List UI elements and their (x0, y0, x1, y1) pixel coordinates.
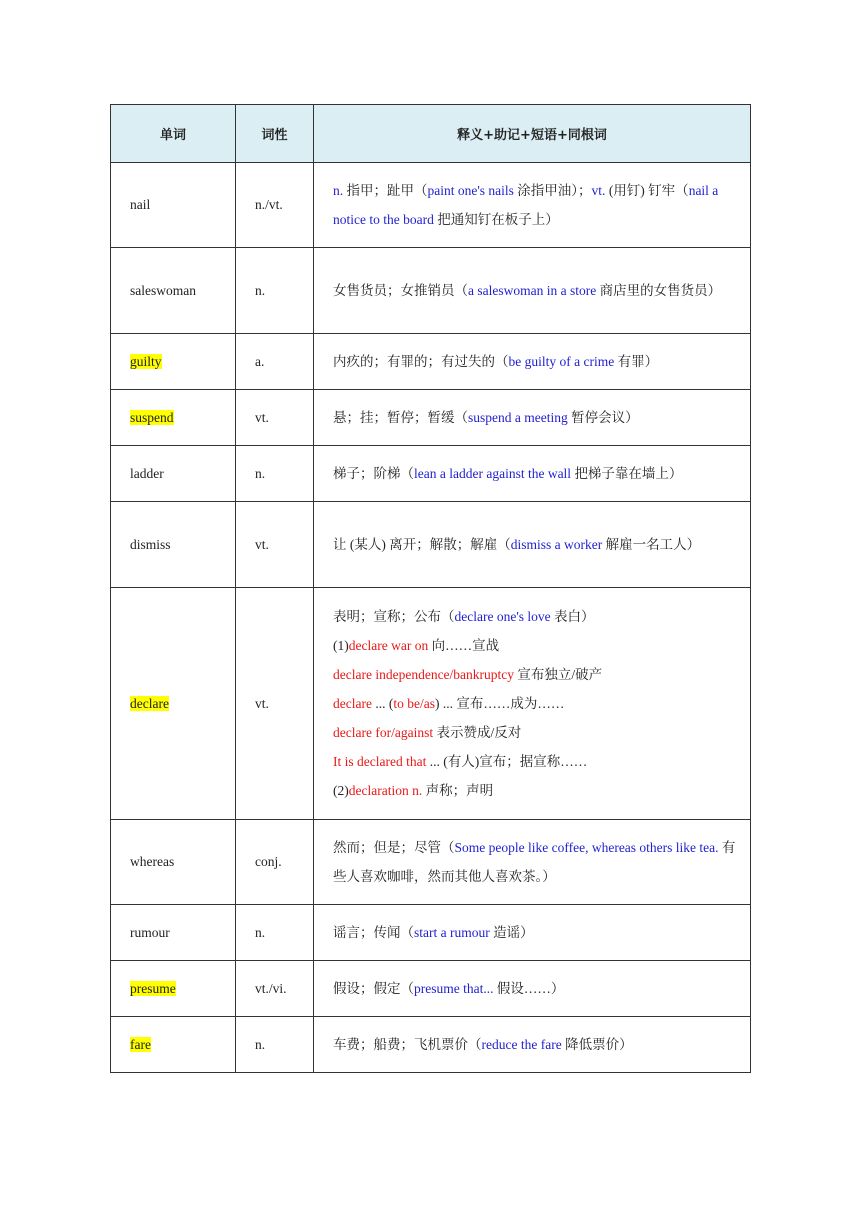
definition-cell (314, 905, 751, 961)
definition-text: 涂指甲油）； (513, 183, 592, 198)
word-cell (111, 1017, 236, 1073)
definition-cell (314, 820, 751, 905)
definition-cell (314, 334, 751, 390)
header-definition: 释义+助记+短语+同根词 (314, 105, 751, 163)
definition-cell (314, 502, 751, 588)
example-phrase: paint one's nails (427, 183, 514, 198)
example-phrase: dismiss a worker (510, 537, 603, 552)
key-phrase: declare (333, 696, 372, 711)
definition-text: 谣言；传闻（ (333, 925, 414, 940)
definition-text: (用钉) 钉牢（ (605, 183, 689, 198)
definition-text: 有罪） (614, 354, 659, 369)
part-of-speech-cell: n. (236, 905, 314, 961)
definition-line (333, 747, 740, 776)
part-of-speech-cell: conj. (236, 820, 314, 905)
word-text: rumour (130, 924, 170, 940)
table-row (111, 334, 751, 390)
table-row (111, 961, 751, 1017)
header-row (111, 105, 751, 163)
definition-line (333, 602, 740, 631)
definition-text: 女售货员；女推销员（ (333, 283, 468, 298)
word-cell (111, 163, 236, 248)
key-phrase: It is declared that (333, 754, 427, 769)
definition-line (333, 776, 740, 805)
example-phrase: presume that... (414, 981, 494, 996)
example-phrase: n. (333, 183, 344, 198)
definition-text: 表示赞成/反对 (433, 725, 522, 740)
definition-text: 把通知钉在板子上） (433, 212, 559, 227)
definition-text: 有些人喜欢咖啡，然而其他人喜欢茶。） (333, 840, 736, 884)
word-cell (111, 334, 236, 390)
table-row (111, 390, 751, 446)
part-of-speech-cell: n. (236, 446, 314, 502)
definition-text: 向……宣战 (428, 638, 500, 653)
table-row (111, 248, 751, 334)
definition-line (333, 718, 740, 747)
definition-cell (314, 163, 751, 248)
definition-line (333, 347, 740, 376)
word-cell (111, 390, 236, 446)
definition-line (333, 176, 740, 234)
definition-line (333, 403, 740, 432)
definition-text: 表白） (550, 609, 595, 624)
word-text: suspend (130, 409, 174, 425)
definition-text: 指甲；趾甲（ (343, 183, 428, 198)
part-of-speech-cell: vt. (236, 588, 314, 820)
word-cell (111, 961, 236, 1017)
definition-text: (1) (333, 638, 349, 653)
table-row (111, 1017, 751, 1073)
word-text: guilty (130, 353, 162, 369)
table-row (111, 820, 751, 905)
definition-text: 宣布独立/破产 (514, 667, 603, 682)
part-of-speech-cell: n./vt. (236, 163, 314, 248)
definition-text: 商店里的女售货员） (596, 283, 722, 298)
definition-text: 表明；宣称；公布（ (333, 609, 455, 624)
table-row (111, 502, 751, 588)
word-cell (111, 446, 236, 502)
header-part-of-speech: 词性 (236, 105, 314, 163)
example-phrase: reduce the fare (481, 1037, 562, 1052)
definition-text: 假设……） (493, 981, 565, 996)
definition-text: 内疚的；有罪的；有过失的（ (333, 354, 509, 369)
word-text: whereas (130, 854, 175, 869)
definition-line (333, 1030, 740, 1059)
table-row (111, 588, 751, 820)
table-row (111, 905, 751, 961)
example-phrase: suspend a meeting (468, 410, 568, 425)
definition-cell (314, 961, 751, 1017)
definition-line (333, 689, 740, 718)
word-text: declare (130, 695, 169, 711)
definition-text: 把梯子靠在墙上） (571, 466, 683, 481)
definition-line (333, 530, 740, 559)
vocabulary-table (110, 104, 751, 1073)
part-of-speech-cell: vt. (236, 502, 314, 588)
word-cell (111, 502, 236, 588)
example-phrase: start a rumour (414, 925, 490, 940)
part-of-speech-cell: vt. (236, 390, 314, 446)
definition-cell (314, 588, 751, 820)
word-text: dismiss (130, 536, 171, 552)
example-phrase: vt. (591, 183, 606, 198)
word-cell (111, 820, 236, 905)
definition-text: 梯子；阶梯（ (333, 466, 414, 481)
word-cell (111, 248, 236, 334)
example-phrase: declare one's love (454, 609, 551, 624)
key-phrase: declaration n. (348, 783, 423, 798)
part-of-speech-cell: n. (236, 248, 314, 334)
definition-text: 造谣） (489, 925, 534, 940)
definition-cell (314, 446, 751, 502)
example-phrase: Some people like coffee, whereas others like tea. (454, 840, 719, 855)
word-cell (111, 905, 236, 961)
definition-line (333, 833, 740, 891)
key-phrase: declare for/against (333, 725, 434, 740)
table-row (111, 163, 751, 248)
definition-text: 暂停会议） (567, 410, 639, 425)
definition-line (333, 276, 740, 305)
definition-text: 降低票价） (561, 1037, 633, 1052)
definition-text: 声称；声明 (422, 783, 494, 798)
definition-text: (2) (333, 783, 349, 798)
key-phrase: declare independence/bankruptcy (333, 667, 515, 682)
definition-text: 解雇一名工人） (602, 537, 701, 552)
word-text: saleswoman (130, 282, 196, 298)
definition-line (333, 918, 740, 947)
definition-cell (314, 390, 751, 446)
example-phrase: a saleswoman in a store (468, 283, 597, 298)
definition-text: ... ( (371, 696, 394, 711)
definition-text: 让 (某人) 离开；解散；解雇（ (333, 537, 511, 552)
key-phrase: to be/as (393, 696, 435, 711)
definition-text: ... (有人)宣布；据宣称…… (426, 754, 588, 769)
definition-line (333, 660, 740, 689)
definition-text: ) ... 宣布……成为…… (434, 696, 565, 711)
example-phrase: nail a notice to the board (333, 183, 719, 227)
example-phrase: be guilty of a crime (508, 354, 615, 369)
table-row (111, 446, 751, 502)
definition-text: 悬；挂；暂停；暂缓（ (333, 410, 468, 425)
definition-cell (314, 248, 751, 334)
header-word: 单词 (111, 105, 236, 163)
word-text: fare (130, 1036, 151, 1052)
part-of-speech-cell: vt./vi. (236, 961, 314, 1017)
definition-line (333, 459, 740, 488)
key-phrase: declare war on (348, 638, 429, 653)
word-text: presume (130, 980, 176, 996)
word-cell (111, 588, 236, 820)
definition-text: 假设；假定（ (333, 981, 414, 996)
word-text: nail (130, 197, 151, 212)
definition-cell (314, 1017, 751, 1073)
definition-text: 车费；船费；飞机票价（ (333, 1037, 482, 1052)
example-phrase: lean a ladder against the wall (414, 466, 572, 481)
word-text: ladder (130, 465, 164, 481)
definition-line (333, 631, 740, 660)
part-of-speech-cell: n. (236, 1017, 314, 1073)
definition-text: 然而；但是；尽管（ (333, 840, 455, 855)
part-of-speech-cell: a. (236, 334, 314, 390)
definition-line (333, 974, 740, 1003)
